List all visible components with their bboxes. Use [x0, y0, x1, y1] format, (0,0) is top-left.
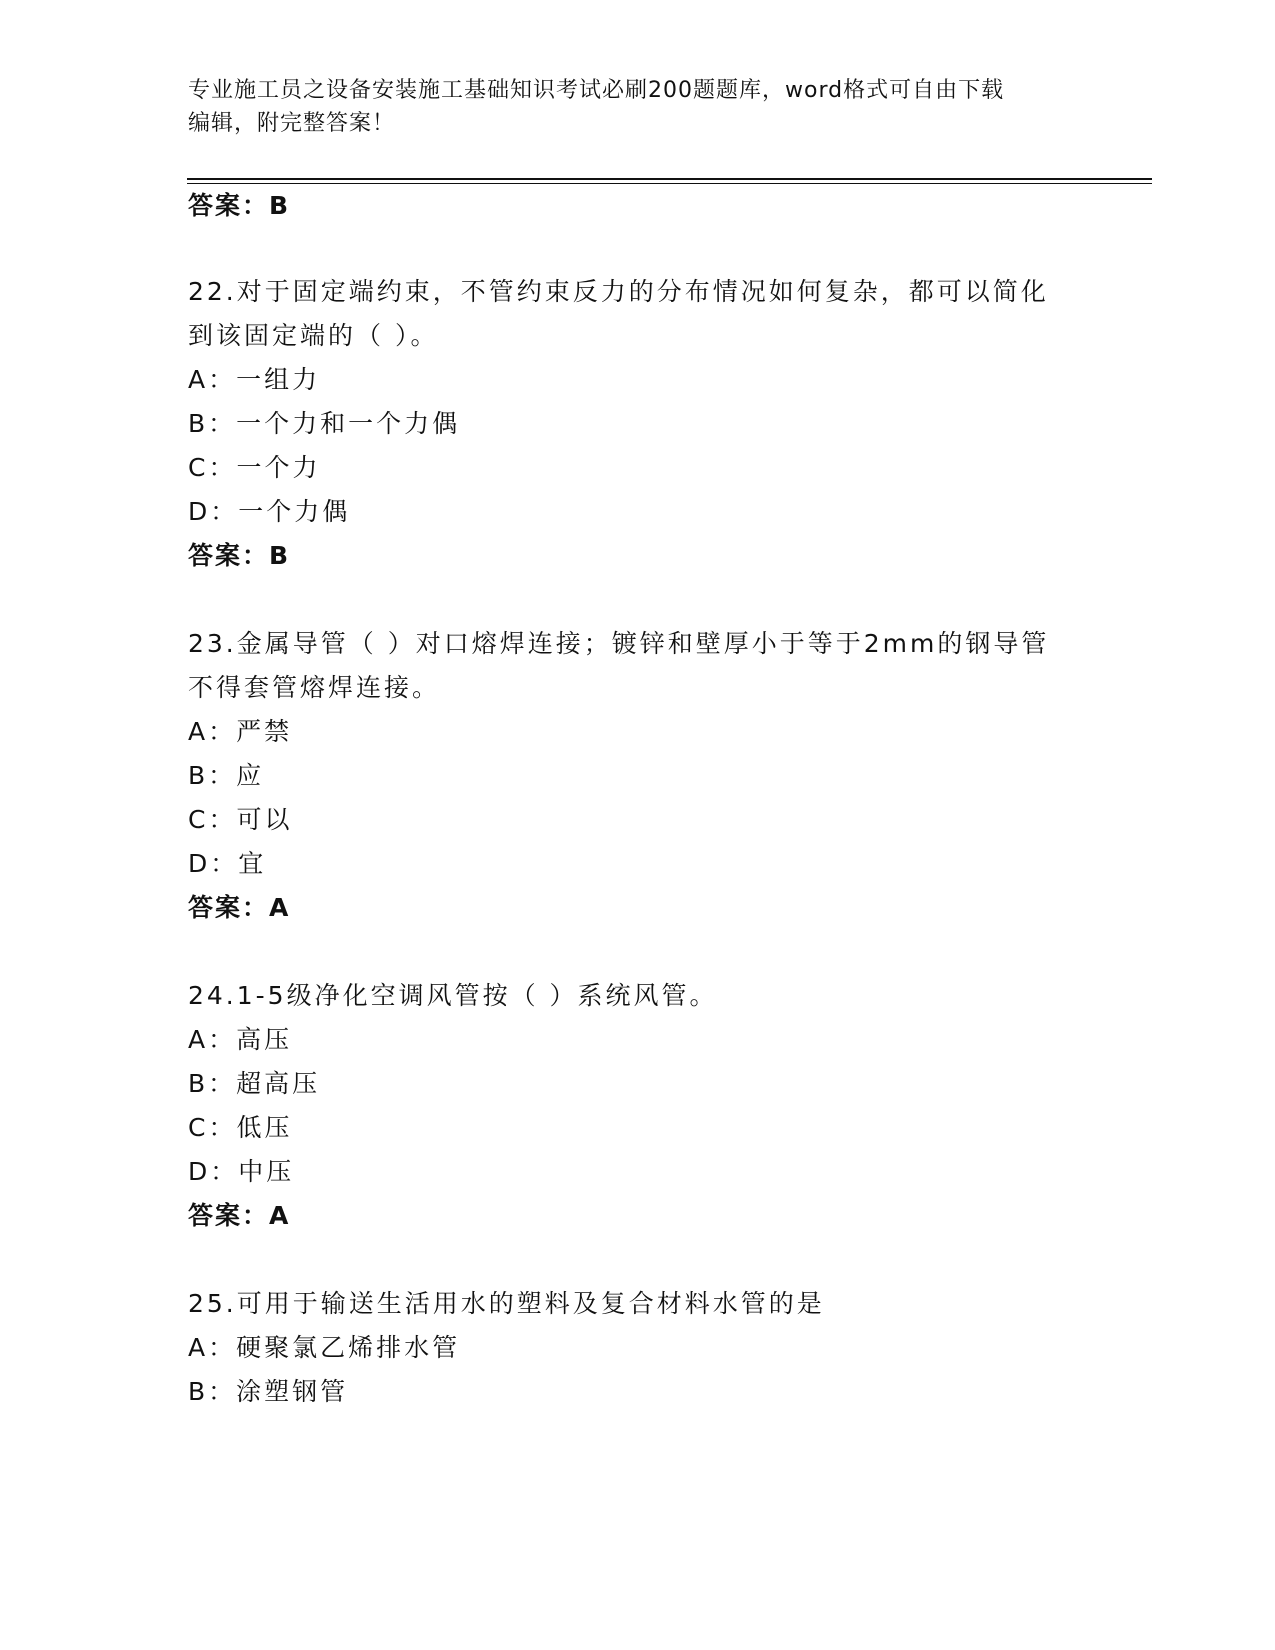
question-24-option-a: A：高压 [188, 1025, 293, 1054]
question-25-option-b: B：涂塑钢管 [188, 1377, 349, 1406]
question-24-option-d: D：中压 [188, 1157, 295, 1186]
question-25-option-a: A：硬聚氯乙烯排水管 [188, 1333, 461, 1362]
question-22-stem-line-1: 22.对于固定端约束，不管约束反力的分布情况如何复杂，都可以简化 [188, 277, 1049, 306]
question-24-stem: 24.1-5级净化空调风管按（ ）系统风管。 [188, 981, 718, 1010]
header-divider-thin [187, 183, 1152, 184]
question-22-option-d: D：一个力偶 [188, 497, 351, 526]
question-23-option-b: B：应 [188, 761, 265, 790]
question-23-option-a: A：严禁 [188, 717, 293, 746]
question-24-option-b: B：超高压 [188, 1069, 321, 1098]
question-22-option-b: B：一个力和一个力偶 [188, 409, 461, 438]
question-23-answer: 答案：A [188, 893, 291, 922]
question-22-option-c: C：一个力 [188, 453, 321, 482]
question-25-stem: 25.可用于输送生活用水的塑料及复合材料水管的是 [188, 1289, 825, 1318]
question-22-answer: 答案：B [188, 541, 291, 570]
question-23-stem-line-2: 不得套管熔焊连接。 [188, 673, 441, 702]
question-23-option-d: D：宜 [188, 849, 267, 878]
document-header [188, 74, 1088, 140]
previous-answer: 答案：B [188, 191, 291, 220]
question-23-stem-line-1: 23.金属导管（ ）对口熔焊连接；镀锌和壁厚小于等于2mm的钢导管 [188, 629, 1050, 658]
header-divider-thick [187, 178, 1152, 180]
question-23-option-c: C：可以 [188, 805, 293, 834]
header-line-1: 专业施工员之设备安装施工基础知识考试必刷200题题库，word格式可自由下载 [188, 78, 1005, 103]
question-24-answer: 答案：A [188, 1201, 291, 1230]
question-22-stem-line-2: 到该固定端的（ ）。 [188, 321, 439, 350]
header-line-2: 编辑，附完整答案！ [188, 111, 396, 136]
question-22-option-a: A：一组力 [188, 365, 321, 394]
question-24-option-c: C：低压 [188, 1113, 293, 1142]
